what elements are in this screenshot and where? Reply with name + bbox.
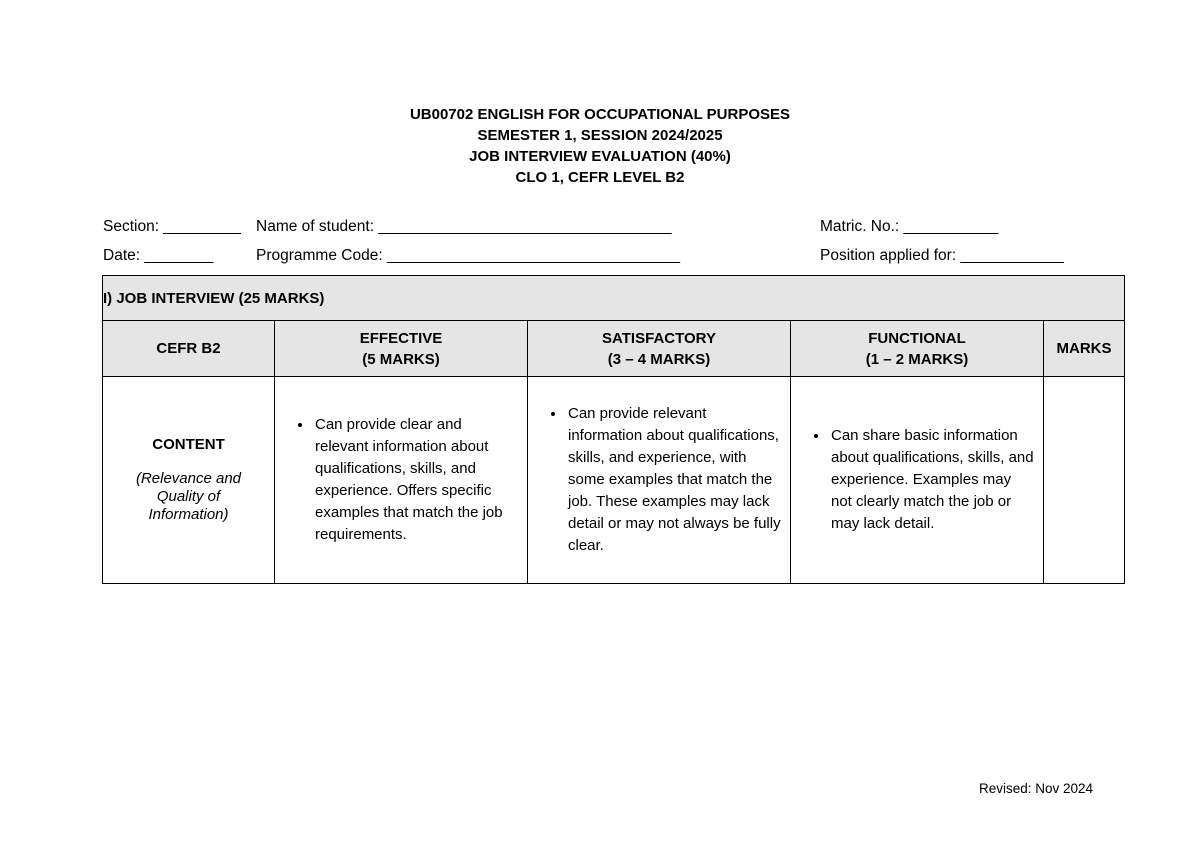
revised-date: Revised: Nov 2024: [979, 781, 1094, 796]
section-field[interactable]: Section: _________: [103, 218, 241, 235]
effective-list: [275, 414, 527, 546]
evaluation-line: JOB INTERVIEW EVALUATION (40%): [469, 148, 731, 165]
effective-descriptor: • Can provide clear and relevant information about qualifications, skills, and experience. Offers specific examples that match the job requirements.: [313, 414, 519, 546]
marks-cell[interactable]: [1044, 377, 1125, 584]
header-marks: MARKS: [1044, 321, 1125, 377]
section-title: I) JOB INTERVIEW (25 MARKS): [103, 276, 1125, 321]
header-effective-label: EFFECTIVE: [359, 329, 443, 347]
section-title-row: [103, 276, 1125, 321]
header-row: [103, 321, 1125, 377]
functional-descriptor-cell: [791, 377, 1044, 584]
header-cefr: CEFR B2: [103, 321, 275, 377]
satisfactory-descriptor: • Can provide relevant information about qualifications, skills, and experience, with some examples that match the job. These examples may lack detail or may not always be fully clear.: [566, 403, 782, 557]
position-applied-field[interactable]: Position applied for: ____________: [820, 247, 1064, 264]
satisfactory-list: [528, 403, 790, 557]
rubric-table: [102, 275, 1125, 584]
document-title: [0, 104, 1200, 188]
header-effective-marks: (5 MARKS): [362, 350, 440, 368]
matric-number-field[interactable]: Matric. No.: ___________: [820, 218, 999, 235]
header-effective: [275, 321, 528, 377]
date-field[interactable]: Date: ________: [103, 247, 214, 264]
course-title: UB00702 ENGLISH FOR OCCUPATIONAL PURPOSES: [409, 106, 791, 123]
header-functional: [791, 321, 1044, 377]
header-satisfactory-marks: (3 – 4 MARKS): [607, 350, 711, 368]
effective-descriptor-cell: [275, 377, 528, 584]
functional-list: [791, 425, 1043, 535]
clo-line: CLO 1, CEFR LEVEL B2: [515, 169, 685, 186]
table-row: [103, 377, 1125, 584]
header-functional-label: FUNCTIONAL: [868, 329, 966, 347]
criterion-name: CONTENT: [152, 436, 225, 453]
criterion-description: (Relevance and Quality of Information): [135, 470, 242, 523]
programme-code-field[interactable]: Programme Code: __________________________________: [256, 247, 681, 264]
header-satisfactory-label: SATISFACTORY: [602, 329, 716, 347]
header-functional-marks: (1 – 2 MARKS): [865, 350, 969, 368]
criterion-cell: [103, 377, 275, 584]
header-satisfactory: [528, 321, 791, 377]
semester-line: SEMESTER 1, SESSION 2024/2025: [477, 127, 723, 144]
satisfactory-descriptor-cell: [528, 377, 791, 584]
student-name-field[interactable]: Name of student: __________________________________: [256, 218, 672, 235]
functional-descriptor: • Can share basic information about qualifications, skills, and experience. Examples may not clearly match the job or may lack detail.: [829, 425, 1035, 535]
